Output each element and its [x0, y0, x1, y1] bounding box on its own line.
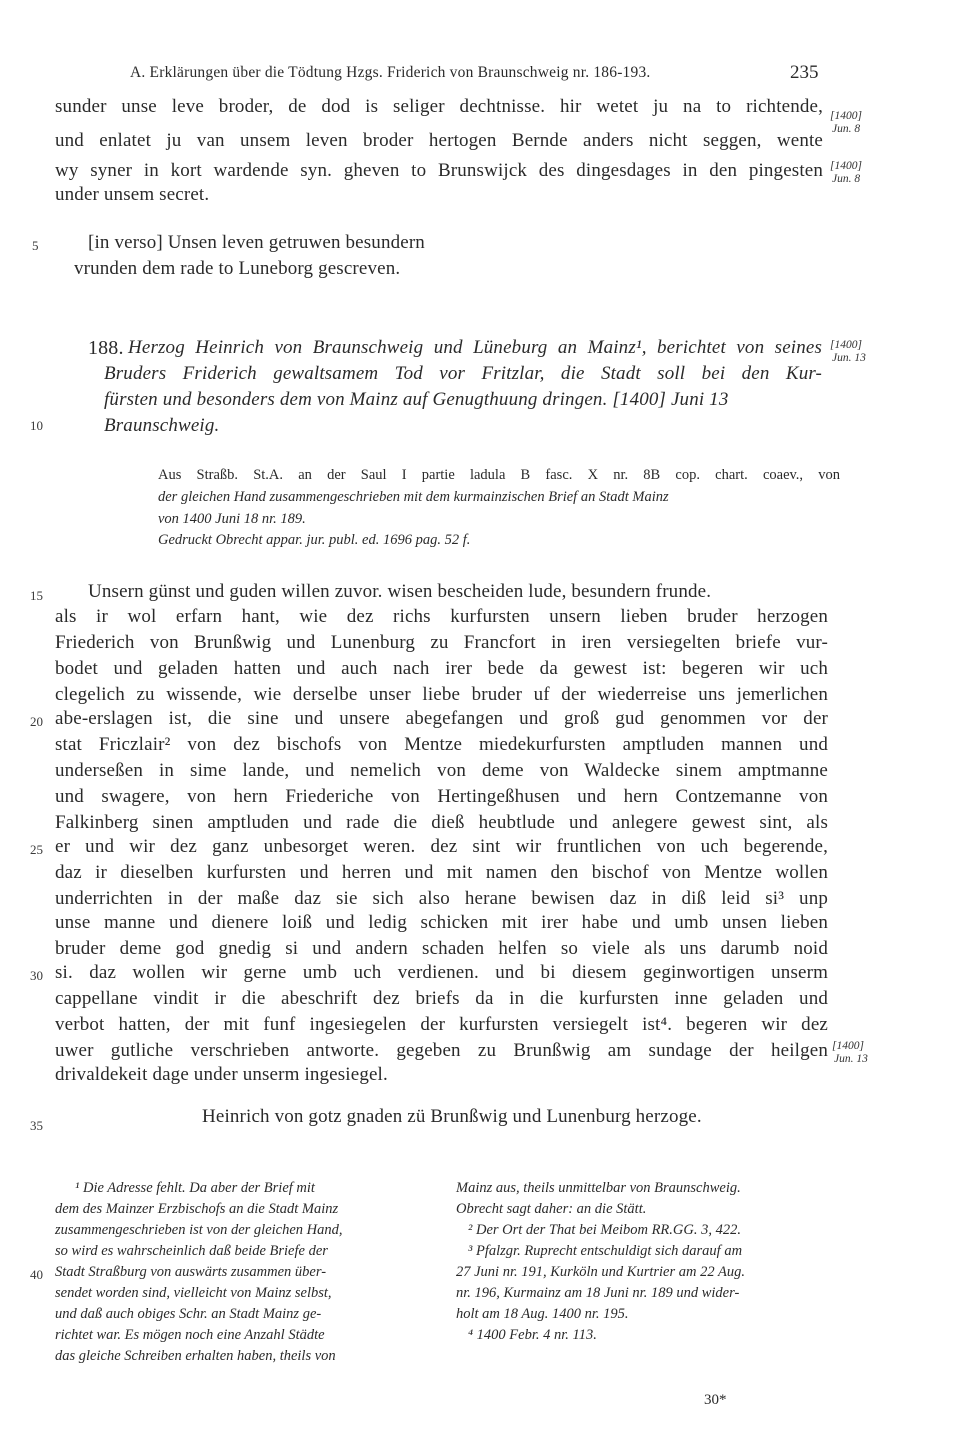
source-note: Aus Straßb. St.A. an der Saul I partie ladula B fasc. X nr. 8B cop. chart. coaev., von: [158, 467, 840, 483]
footnote-line: Mainz aus, theils unmittelbar von Braunschweig.: [456, 1180, 741, 1196]
running-header: A. Erklärungen über die Tödtung Hzgs. Friderich von Braunschweig nr. 186-193.: [130, 64, 651, 81]
text-line: Friederich von Brunßwig und Lunenburg zu Francfort in iren versiegelten briefe vur-: [55, 632, 828, 653]
text-line: und swagere, von hern Friederiche von Hertingeßhusen und hern Contzemanne von: [55, 786, 828, 807]
footnote-line: ² Der Ort der That bei Meibom RR.GG. 3, 422.: [468, 1222, 741, 1238]
text-line: bruder deme god gnedig si und andern schaden helfen so viele als uns darumb noid: [55, 938, 828, 959]
footnote-line: zusammengeschrieben ist von der gleichen Hand,: [55, 1222, 343, 1238]
document-heading: Braunschweig.: [104, 415, 220, 436]
text-line: drivaldekeit dage under unserm ingesiegel.: [55, 1064, 388, 1085]
footnote-line: dem des Mainzer Erzbischofs an die Stadt Mainz: [55, 1201, 339, 1217]
text-line: er und wir dez ganz unbesorget weren. dez sint wir fruntlichen von uch begerende,: [55, 836, 828, 857]
text-line: und enlatet ju van unsem leven broder hertogen Bernde anders nicht seggen, wente: [55, 130, 823, 151]
source-note: der gleichen Hand zusammengeschrieben mit dem kurmainzischen Brief an Stadt Mainz: [158, 489, 669, 505]
footnote-line: Obrecht sagt daher: an die Stätt.: [456, 1201, 647, 1217]
line-number: 5: [32, 238, 39, 253]
line-number: 25: [30, 842, 43, 857]
source-note: Gedruckt Obrecht appar. jur. publ. ed. 1696 pag. 52 f.: [158, 532, 471, 548]
footnote-line: das gleiche Schreiben erhalten haben, theils von: [55, 1348, 336, 1364]
text-line: clegelich zu wissende, wie derselbe unser liebe bruder uf der wiederreise uns jemerlichen: [55, 684, 828, 705]
line-number: 30: [30, 968, 43, 983]
text-line: verbot hatten, der mit funf ingesiegelen der kurfursten versiegelt ist⁴. begeren wir dez: [55, 1014, 828, 1035]
line-number: 15: [30, 588, 43, 603]
line-number: 20: [30, 714, 43, 729]
margin-date-note: [1400] Jun. 8: [830, 110, 862, 135]
line-number: 10: [30, 418, 43, 433]
page-number: 235: [790, 62, 819, 83]
footnote-line: ³ Pfalzgr. Ruprecht entschuldigt sich darauf am: [468, 1243, 743, 1259]
text-line: under unsem secret.: [55, 184, 210, 205]
verso-line: [in verso] Unsen leven getruwen besundern: [88, 232, 425, 253]
footnote-line: nr. 196, Kurmainz am 18 Juni nr. 189 und wider-: [456, 1285, 740, 1301]
document-heading: Herzog Heinrich von Braunschweig und Lüneburg an Mainz¹, berichtet von seines: [128, 337, 822, 358]
text-line: unse manne und dienere loiß und ledig schicken mit irer habe und umb unsen lieben: [55, 912, 828, 933]
document-heading: fürsten und besonders dem von Mainz auf Genugthuung dringen. [1400] Juni 13: [104, 389, 729, 410]
printer-signature-mark: 30*: [704, 1392, 727, 1408]
text-line: wy syner in kort wardende syn. gheven to Brunswijck des dingesdages in den pingesten: [55, 160, 823, 181]
verso-line: vrunden dem rade to Luneborg gescreven.: [74, 258, 401, 279]
source-note: von 1400 Juni 18 nr. 189.: [158, 511, 306, 527]
margin-date-note: [1400] Jun. 8: [830, 160, 862, 185]
margin-date-note: [1400] Jun. 13: [832, 1040, 868, 1065]
text-line: cappellane vindit ir die abeschrift dez briefs da in die kurfursten inne geladen und: [55, 988, 828, 1009]
footnote-line: ¹ Die Adresse fehlt. Da aber der Brief mit: [75, 1180, 315, 1196]
text-line: underrichten in der maße daz sie sich also herane bewisen daz in diß leid si³ unp: [55, 888, 828, 909]
text-line: bodet und geladen hatten und auch nach irer bede da gewest ist: begeren wir uch: [55, 658, 828, 679]
footnote-line: holt am 18 Aug. 1400 nr. 195.: [456, 1306, 629, 1322]
text-line: underseßen in sime lande, und nemelich von deme von Waldecke sinem amptmanne: [55, 760, 828, 781]
footnote-line: 27 Juni nr. 191, Kurköln und Kurtrier am 22 Aug.: [456, 1264, 745, 1280]
document-heading: Bruders Friderich gewaltsamem Tod vor Fritzlar, die Stadt soll bei den Kur-: [104, 363, 822, 384]
footnote-line: sendet worden sind, vielleicht von Mainz selbst,: [55, 1285, 332, 1301]
text-line: als ir wol erfarn hant, wie dez richs kurfursten unsern lieben bruder herzogen: [55, 606, 828, 627]
text-line: stat Friczlair² von dez bischofs von Mentze miedekurfursten amptluden mannen und: [55, 734, 828, 755]
footnote-line: so wird es wahrscheinlich daß beide Briefe der: [55, 1243, 328, 1259]
line-number: 40: [30, 1267, 43, 1282]
text-line: daz ir dieselben kurfursten und herren und mit namen den bischof von Mentze wollen: [55, 862, 828, 883]
footnote-line: und daß auch obiges Schr. an Stadt Mainz ge-: [55, 1306, 322, 1322]
text-line: sunder unse leve broder, de dod is seliger dechtnisse. hir wetet ju na to richtende,: [55, 96, 823, 117]
margin-date-note: [1400] Jun. 13: [830, 339, 866, 364]
footnote-line: ⁴ 1400 Febr. 4 nr. 113.: [468, 1327, 597, 1343]
text-line: si. daz wollen wir gerne umb uch verdienen. und bi diesem geginwortigen unserm: [55, 962, 828, 983]
text-line: Unsern günst und guden willen zuvor. wisen bescheiden lude, besundern frunde.: [88, 581, 712, 602]
footnote-line: richtet war. Es mögen noch eine Anzahl Städte: [55, 1327, 325, 1343]
text-line: Falkinberg sinen amptluden und rade die dieß heubtlude und anlegere gewest sint, als: [55, 812, 828, 833]
text-line: uwer gutliche verschrieben antworte. gegeben zu Brunßwig am sundage der heilgen: [55, 1040, 828, 1061]
signature-line: Heinrich von gotz gnaden zü Brunßwig und Lunenburg herzoge.: [202, 1106, 702, 1127]
text-line: abe-erslagen ist, die sine und unsere abegefangen und groß gud genommen vor der: [55, 708, 828, 729]
footnote-line: Stadt Straßburg von auswärts zusammen über-: [55, 1264, 327, 1280]
document-number: 188.: [88, 337, 124, 359]
line-number: 35: [30, 1118, 43, 1133]
